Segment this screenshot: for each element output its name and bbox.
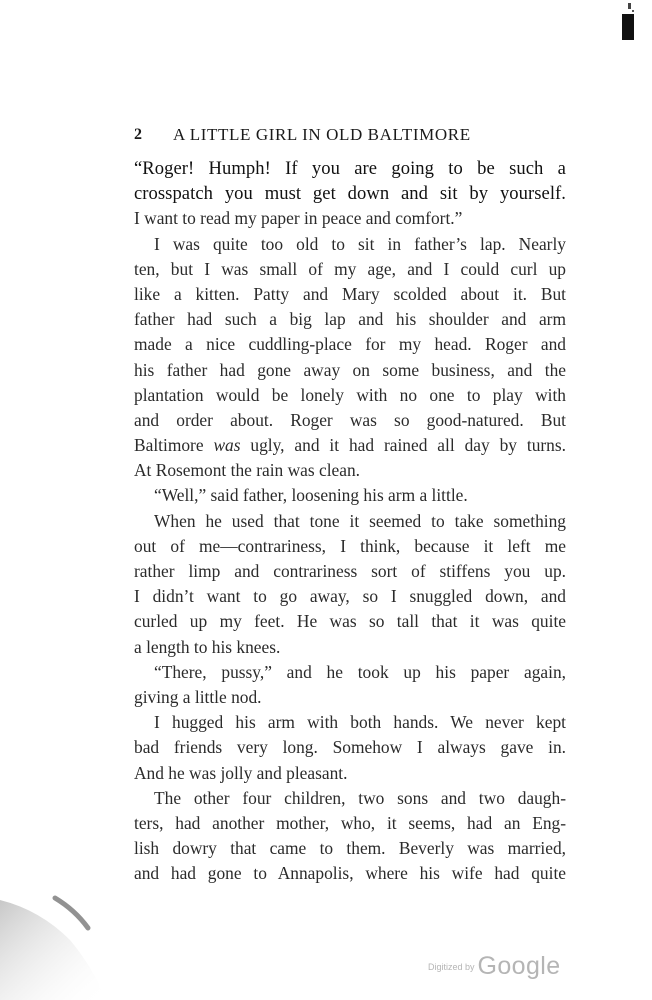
text-line: crosspatch you must get down and sit by yourself.: [134, 183, 566, 205]
text-line: and order about. Roger was so good-natured. But: [134, 409, 566, 430]
page-edge-speck: [628, 3, 631, 9]
text-line: “There, pussy,” and he took up his paper again,: [154, 661, 566, 682]
text-line: “Roger! Humph! If you are going to be such a: [134, 158, 566, 179]
text-line: plantation would be lonely with no one to play with: [134, 384, 566, 405]
running-head: [134, 125, 566, 147]
text-line: “Well,” said father, loosening his arm a little.: [154, 485, 468, 506]
watermark-prefix: Digitized by: [428, 962, 475, 972]
page-edge-speck: [632, 10, 634, 12]
text-line: rather limp and contrariness sort of stiffens you up.: [134, 561, 566, 581]
text-line: And he was jolly and pleasant.: [134, 762, 348, 783]
page-number: 2: [134, 126, 143, 143]
page-corner-shadow: [0, 880, 130, 1000]
text-line: and had gone to Annapolis, where his wife had quite: [134, 863, 566, 884]
text-line: a length to his knees.: [134, 636, 281, 657]
watermark-brand: Google: [477, 952, 561, 980]
running-head-title: A LITTLE GIRL IN OLD BALTIMORE: [173, 125, 471, 144]
text-line: I want to read my paper in peace and comfort.”: [134, 208, 463, 229]
italic-word: was: [213, 435, 241, 456]
text-line: made a nice cuddling-place for my head. Roger and: [134, 334, 566, 355]
text-line: At Rosemont the rain was clean.: [134, 460, 361, 481]
text-line: out of me—contrariness, I think, because it left me: [134, 535, 566, 556]
text-line: I hugged his arm with both hands. We never kept: [154, 712, 566, 733]
page-edge-mark: [622, 14, 634, 40]
text-line: giving a little nod.: [134, 686, 262, 707]
digitized-watermark: [428, 952, 561, 981]
text-line-with-italic: Baltimore was ugly, and it had rained all day by turns.: [134, 435, 566, 456]
text-line: I was quite too old to sit in father’s lap. Nearly: [154, 233, 566, 254]
text-line: father had such a big lap and his shoulder and arm: [134, 309, 566, 330]
text-line: bad friends very long. Somehow I always gave in.: [134, 737, 566, 758]
text-line: The other four children, two sons and two daugh-: [154, 787, 566, 808]
text-line: lish dowry that came to them. Beverly was married,: [134, 838, 566, 859]
text-line: I didn’t want to go away, so I snuggled down, and: [134, 586, 566, 607]
text-line: ten, but I was small of my age, and I could curl up: [134, 258, 566, 279]
text-line: curled up my feet. He was so tall that it was quite: [134, 611, 566, 632]
body-text: [134, 156, 566, 886]
text-line: his father had gone away on some business, and the: [134, 359, 566, 380]
text-line: like a kitten. Patty and Mary scolded about it. But: [134, 283, 566, 304]
text-line: ters, had another mother, who, it seems, had an Eng-: [134, 812, 566, 833]
text-line: When he used that tone it seemed to take something: [154, 510, 566, 531]
